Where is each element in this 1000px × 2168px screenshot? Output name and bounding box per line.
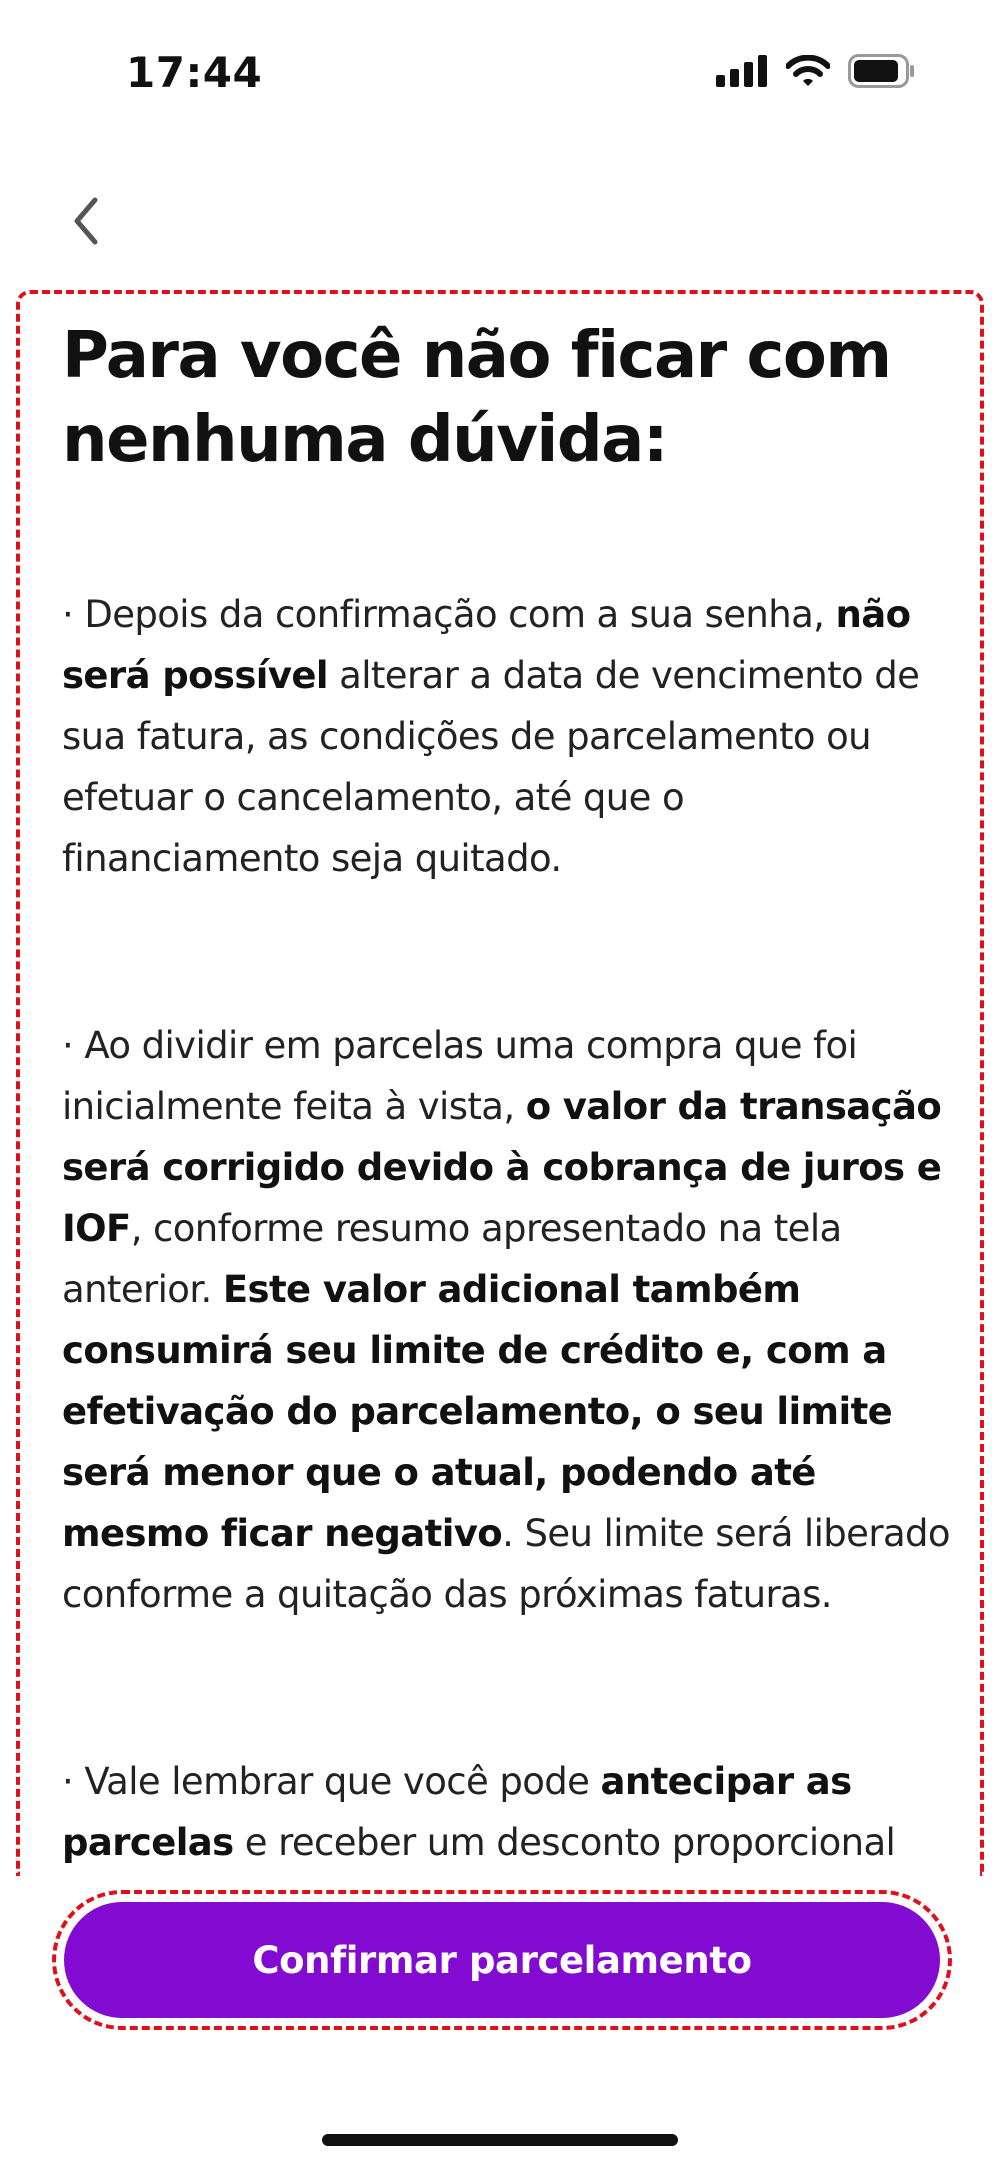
- paragraph-bold-text: antecipar as parcelas: [62, 1760, 852, 1864]
- paragraph-text: · Ao dividir em parcelas uma compra que foi inicialmente feita à vista,: [62, 1024, 858, 1128]
- paragraph-text: · Depois da confirmação com a sua senha,: [62, 593, 836, 636]
- paragraph-text: . Seu limite será liberado conforme a quitação das próximas faturas.: [62, 1512, 950, 1616]
- status-time: 17:44: [126, 48, 263, 97]
- paragraph-text: , conforme resumo apresentado na tela anterior.: [62, 1207, 842, 1311]
- status-bar: [0, 0, 1000, 140]
- info-scroll-area[interactable]: [16, 290, 984, 1876]
- confirm-installment-button[interactable]: Confirmar parcelamento: [64, 1902, 940, 2018]
- paragraph-text: alterar a data de vencimento de sua fatura, as condições de parcelamento ou efetuar o cancelamento, até que o financiamento seja quitado.: [62, 654, 920, 880]
- paragraph-bold-text: Este valor adicional também consumirá seu limite de crédito e, com a efetivação do parcelamento, o seu limite será menor que o atual, podendo até mesmo ficar negativo: [62, 1268, 893, 1555]
- paragraph-text: e receber um desconto proporcional: [233, 1821, 896, 1864]
- signal-icon: [716, 55, 768, 87]
- chevron-left-icon: [71, 196, 101, 246]
- confirm-button-frame: [52, 1890, 952, 2030]
- status-icons: [716, 54, 916, 88]
- paragraph-bold-text: o valor da transação será corrigido devido à cobrança de juros e IOF: [62, 1085, 942, 1250]
- wifi-icon: [786, 55, 830, 87]
- info-paragraph-2: [62, 1015, 952, 1625]
- home-indicator[interactable]: [322, 2134, 678, 2146]
- info-paragraph-3: [62, 1751, 952, 1873]
- back-button[interactable]: [56, 186, 116, 256]
- battery-icon: [848, 54, 916, 88]
- paragraph-text: · Vale lembrar que você pode: [62, 1760, 601, 1803]
- page-title: Para você não ficar com nenhuma dúvida:: [62, 319, 891, 477]
- info-content: [62, 314, 952, 1873]
- info-paragraph-1: [62, 584, 952, 889]
- paragraph-bold-text: não será possível: [62, 593, 911, 697]
